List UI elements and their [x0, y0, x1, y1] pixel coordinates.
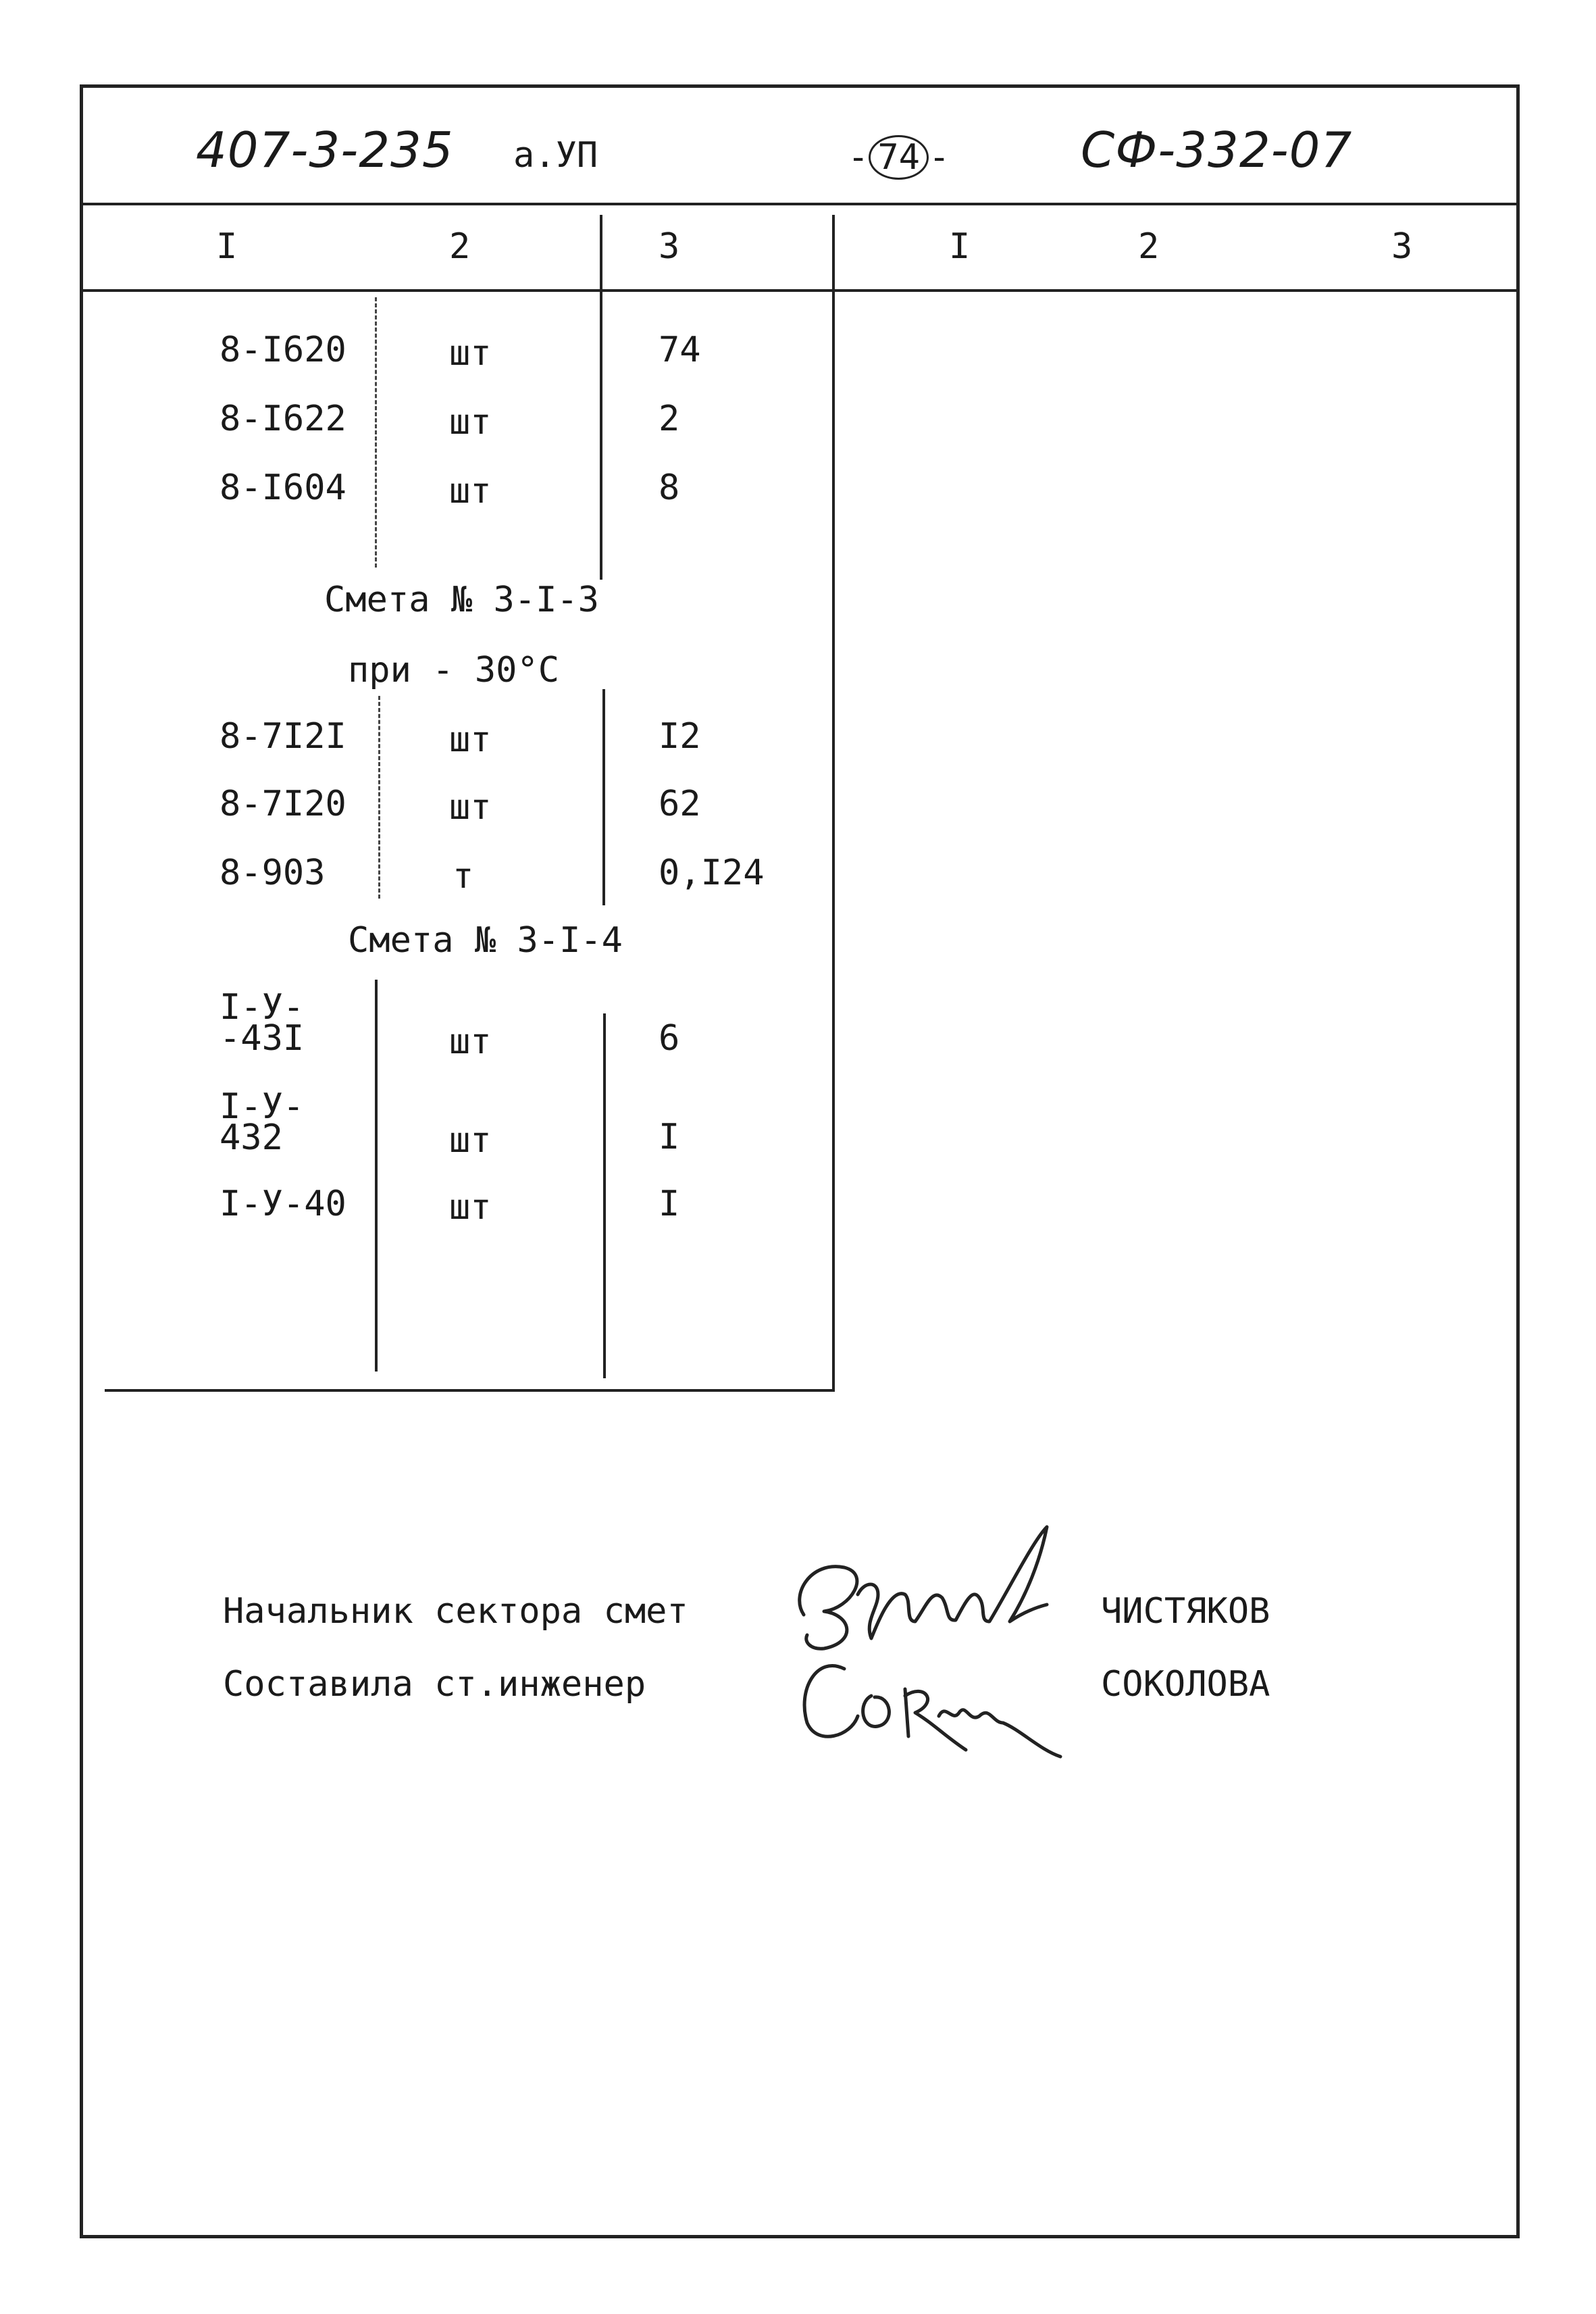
row-7-qty: 6	[659, 1018, 680, 1059]
signature-role-2: Составила ст.инженер	[223, 1664, 646, 1705]
col-header-5: 2	[1138, 226, 1160, 267]
row-1-unit: шт	[449, 333, 492, 374]
row-4-qty: I2	[659, 716, 701, 757]
row-7-unit: шт	[449, 1022, 492, 1062]
row-3-code: 8-I604	[220, 468, 346, 508]
album-label: а.УП	[513, 135, 598, 176]
col-header-6: 3	[1391, 226, 1413, 267]
row-8-qty: I	[659, 1117, 680, 1157]
row-2-unit: шт	[449, 402, 492, 443]
page-number: - 74 -	[848, 135, 950, 180]
row-6-unit: т	[453, 856, 474, 897]
section-condition: при - 30°С	[348, 650, 560, 690]
col-divider-1c	[375, 980, 378, 1372]
row-3-qty: 8	[659, 468, 680, 508]
row-1-code: 8-I620	[220, 330, 346, 370]
col-divider-1a	[375, 297, 377, 568]
row-4-code: 8-7I2I	[220, 716, 346, 757]
project-code: 407-3-235	[196, 122, 454, 178]
row-8-unit: шт	[449, 1120, 492, 1161]
signature-name-2: СОКОЛОВА	[1101, 1664, 1270, 1705]
col-divider-1b	[378, 696, 380, 899]
row-2-qty: 2	[659, 399, 680, 439]
col-header-4: I	[949, 226, 971, 267]
table-middle-divider	[832, 215, 835, 1392]
row-9-qty: I	[659, 1184, 680, 1224]
col-divider-2b	[602, 689, 605, 905]
row-3-unit: шт	[449, 471, 492, 511]
col-divider-2a	[600, 215, 602, 580]
row-8-code: I-У- 432	[220, 1086, 305, 1158]
row-2-code: 8-I622	[220, 399, 346, 439]
row-5-code: 8-7I20	[220, 784, 346, 824]
row-9-unit: шт	[449, 1187, 492, 1228]
row-6-code: 8-903	[220, 853, 326, 893]
handwritten-signatures	[777, 1520, 1114, 1777]
col-header-1: I	[216, 226, 238, 267]
table-bottom-line	[105, 1389, 834, 1392]
col-header-2: 2	[449, 226, 471, 267]
signature-name-1: ЧИСТЯКОВ	[1101, 1591, 1270, 1632]
col-divider-2c	[603, 1013, 606, 1378]
row-9-code: I-У-40	[220, 1184, 346, 1224]
col-header-3: 3	[659, 226, 680, 267]
header-divider	[82, 203, 1517, 205]
row-7-code: I-У- -43I	[220, 987, 305, 1059]
row-1-qty: 74	[659, 330, 701, 370]
row-5-unit: шт	[449, 787, 492, 828]
row-5-qty: 62	[659, 784, 701, 824]
section-heading-1: Смета № 3-I-3	[324, 580, 599, 620]
signature-role-1: Начальник сектора смет	[223, 1591, 688, 1632]
sheet-code: СФ-332-07	[1081, 122, 1353, 178]
row-4-unit: шт	[449, 720, 492, 760]
column-header-divider	[82, 289, 1517, 292]
row-6-qty: 0,I24	[659, 853, 765, 893]
section-heading-2: Смета № 3-I-4	[348, 920, 623, 961]
